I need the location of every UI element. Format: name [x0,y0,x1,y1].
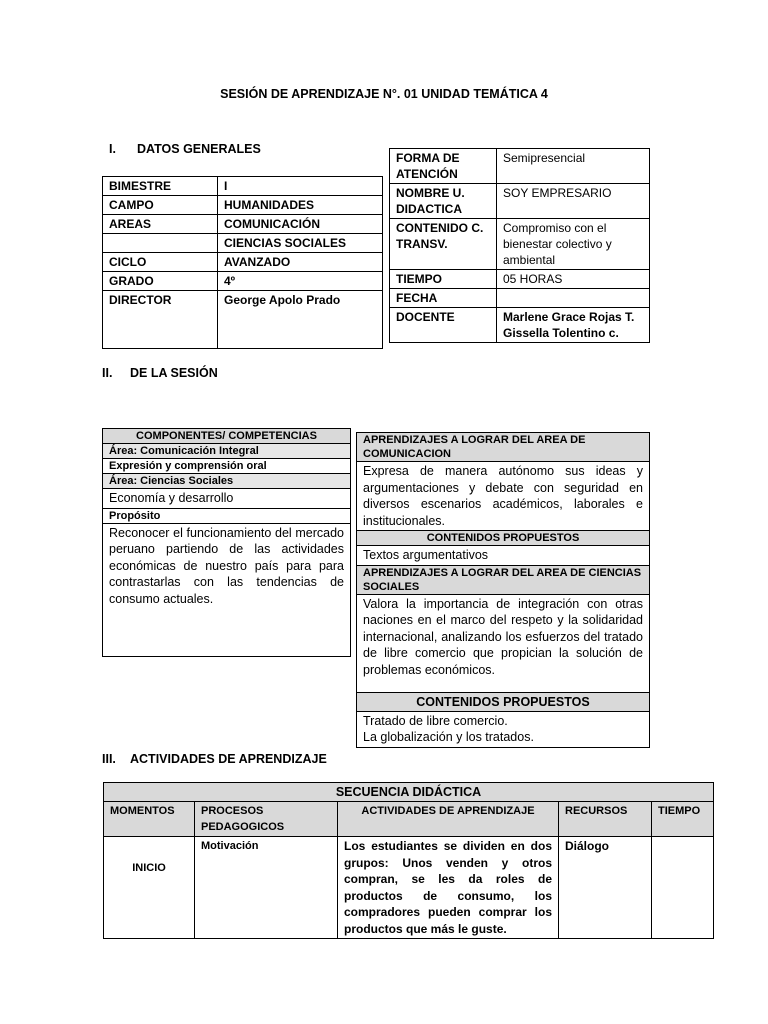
economia-desarrollo: Economía y desarrollo [103,489,351,509]
expresion-comprension: Expresión y comprensión oral [103,459,351,474]
grado-label: GRADO [103,272,218,291]
table-row [357,692,650,711]
tiempo-label: TIEMPO [390,270,497,289]
campo-label: CAMPO [103,196,218,215]
aprendizajes-ciencias-header: APRENDIZAJES A LOGRAR DEL AREA DE CIENCIAS SOCIALES [357,565,650,594]
contenido-line-2: La globalización y los tratados. [363,730,534,744]
docente-name-2: Gissella Tolentino c. [503,326,619,340]
aprendizajes-comunicacion-text: Expresa de manera autónomo sus ideas y argumentaciones y debate con seguridad en diversos escenarios académicos, laborales e institucionales. [357,462,650,531]
section-label: ACTIVIDADES DE APRENDIZAJE [130,752,327,766]
table-row [103,444,351,459]
tiempo-value: 05 HORAS [497,270,650,289]
areas-value-1: COMUNICACIÓN [218,215,383,234]
datos-generales-left-table [102,176,383,349]
table-row [104,783,714,802]
table-row [357,433,650,462]
table-row [103,177,383,196]
col-momentos: MOMENTOS [104,802,195,837]
componentes-table [102,428,351,657]
table-row [103,272,383,291]
datos-generales-right-table [389,148,650,343]
director-label: DIRECTOR [103,291,218,349]
forma-label: FORMA DE ATENCIÓN [390,149,497,184]
table-row [103,459,351,474]
table-row [357,594,650,692]
section-number: II. [102,366,113,380]
table-row [103,291,383,349]
director-value: George Apolo Prado [218,291,383,349]
fecha-label: FECHA [390,289,497,308]
proposito-label: Propósito [103,508,351,523]
aprendizajes-table [356,432,650,748]
contenido-value: Compromiso con el bienestar colectivo y ambiental [497,219,650,270]
docente-value [497,308,650,343]
table-row [103,196,383,215]
contenido-label: CONTENIDO C. TRANSV. [390,219,497,270]
table-row [103,523,351,656]
table-row [390,308,650,343]
table-row [103,489,351,509]
table-row [104,837,714,939]
proposito-text: Reconocer el funcionamiento del mercado peruano partiendo de las actividades económicas de nuestro país para para contrastarlas con las tendencias de consumo actuales. [103,523,351,656]
table-row [390,149,650,184]
table-row [103,474,351,489]
fecha-value [497,289,650,308]
section-label: DATOS GENERALES [137,142,261,156]
contenidos-propuestos-text-2 [357,711,650,747]
col-recursos: RECURSOS [559,802,652,837]
ciclo-label: CICLO [103,253,218,272]
bimestre-label: BIMESTRE [103,177,218,196]
table-row [103,234,383,253]
nombre-value: SOY EMPRESARIO [497,184,650,219]
areas-label-continuation [103,234,218,253]
areas-value-2: CIENCIAS SOCIALES [218,234,383,253]
tiempo-value [652,837,714,939]
table-row [390,184,650,219]
contenidos-propuestos-header-1: CONTENIDOS PROPUESTOS [357,531,650,546]
table-row [357,462,650,531]
col-actividades: ACTIVIDADES DE APRENDIZAJE [338,802,559,837]
contenidos-propuestos-text-1: Textos argumentativos [357,546,650,566]
table-row [357,531,650,546]
area-ciencias-sociales: Área: Ciencias Sociales [103,474,351,489]
recurso-value: Diálogo [559,837,652,939]
table-row [357,546,650,566]
table-row [103,215,383,234]
table-row [390,289,650,308]
componentes-header: COMPONENTES/ COMPETENCIAS [103,429,351,444]
forma-value: Semipresencial [497,149,650,184]
ciclo-value: AVANZADO [218,253,383,272]
areas-label: AREAS [103,215,218,234]
secuencia-didactica-table [103,782,714,939]
table-row [390,219,650,270]
section-label: DE LA SESIÓN [130,366,218,380]
table-row [103,253,383,272]
grado-value: 4º [218,272,383,291]
table-row [357,711,650,747]
campo-value: HUMANIDADES [218,196,383,215]
secuencia-header: SECUENCIA DIDÁCTICA [104,783,714,802]
col-procesos: PROCESOS PEDAGOGICOS [195,802,338,837]
table-row [390,270,650,289]
section-number: III. [102,752,116,766]
contenido-line-1: Tratado de libre comercio. [363,713,508,728]
momento-inicio: INICIO [104,837,195,939]
area-comunicacion: Área: Comunicación Integral [103,444,351,459]
page-title: SESIÓN DE APRENDIZAJE N°. 01 UNIDAD TEMÁTICA 4 [220,87,548,101]
contenidos-propuestos-header-2: CONTENIDOS PROPUESTOS [357,692,650,711]
section-heading-datos-generales [109,142,261,156]
aprendizajes-comunicacion-header: APRENDIZAJES A LOGRAR DEL AREA DE COMUNICACION [357,433,650,462]
docente-label: DOCENTE [390,308,497,343]
docente-name-1: Marlene Grace Rojas T. [503,310,635,324]
section-heading-actividades [102,752,327,766]
nombre-label: NOMBRE U. DIDACTICA [390,184,497,219]
proceso-motivacion: Motivación [195,837,338,939]
table-row [103,508,351,523]
section-number: I. [109,142,116,156]
section-heading-de-la-sesion [102,366,218,380]
col-tiempo: TIEMPO [652,802,714,837]
actividad-text: Los estudiantes se dividen en dos grupos: Unos venden y otros compran, se les da roles de productos de consumo, los compradores pueden comprar los productos que más le guste. [338,837,559,939]
aprendizajes-ciencias-text: Valora la importancia de integración con otras naciones en el marco del respeto y la solidaridad internacional, analizando los esfuerzos del tratado de libre comercio que propician la solución de problemas económicos. [357,594,650,692]
table-row [357,565,650,594]
table-row [104,802,714,837]
bimestre-value: I [218,177,383,196]
table-row [103,429,351,444]
